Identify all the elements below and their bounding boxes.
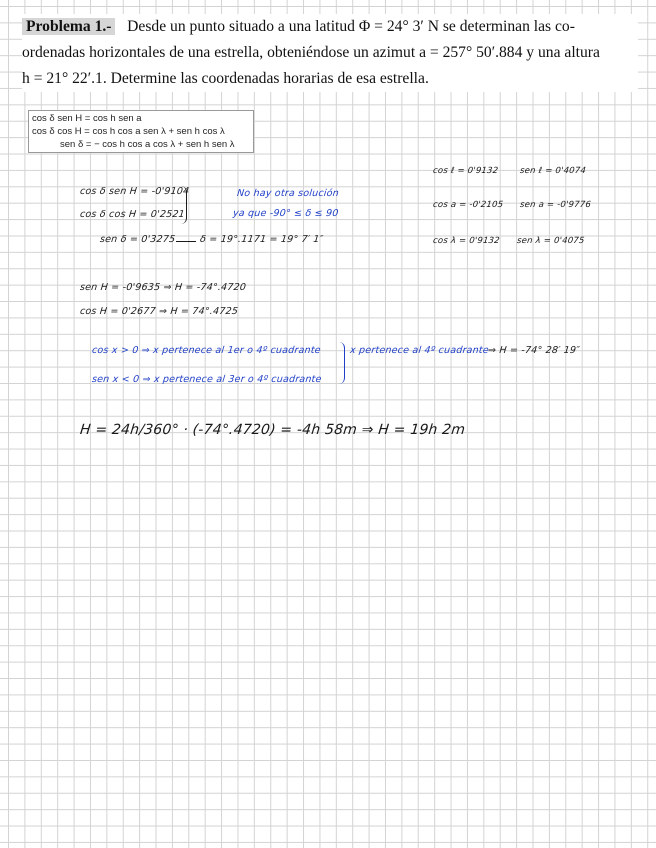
formula-box: [28, 110, 254, 153]
note-cos-a: cos a = -0'2105: [432, 200, 504, 210]
note-no-other-solution: No hay otra solución: [236, 188, 340, 199]
brace-icon-blue: [338, 342, 345, 384]
note-h-result: ⇒ H = -74° 28′ 19″: [487, 345, 581, 356]
problem-text-1: Desde un punto situado a una latitud Φ = 24° 3′ N se determinan las co-: [127, 18, 575, 35]
note-sen-negative: sen x < 0 ⇒ x pertenece al 3er o 4º cuadrante: [91, 374, 323, 385]
problem-line-3: h = 21° 22′.1. Determine las coordenadas horarias de esa estrella.: [22, 66, 638, 92]
note-cos-positive: cos x > 0 ⇒ x pertenece al 1er o 4º cuadrante: [91, 345, 322, 356]
note-quadrant-conclusion: x pertenece al 4º cuadrante: [349, 345, 490, 356]
formula-2: cos δ cos H = cos h cos a sen λ + sen h cos λ: [32, 126, 225, 137]
note-sendelta: sen δ = 0'3275: [99, 234, 176, 245]
problem-statement: [22, 14, 638, 92]
note-senh-value: sen H = -0'9635 ⇒ H = -74°.4720: [79, 282, 247, 293]
note-cosdelta-cosh: cos δ cos H = 0'2521: [79, 209, 186, 220]
note-sen-lambda: sen λ = 0'4075: [516, 236, 586, 246]
problem-line-2: ordenadas horizontales de una estrella, obteniéndose un azimut a = 257° 50′.884 y una altura: [22, 40, 638, 66]
note-delta-range: ya que -90° ≤ δ ≤ 90: [232, 208, 340, 219]
brace-icon: [180, 186, 187, 224]
note-cosdelta-senh: cos δ sen H = -0'9104: [79, 186, 190, 197]
note-cos-l: cos ℓ = 0'9132: [432, 166, 499, 176]
note-cos-lambda: cos λ = 0'9132: [432, 236, 501, 246]
problem-line-1: [22, 14, 638, 40]
arrow-icon: [176, 241, 196, 242]
formula-3: sen δ = − cos h cos a cos λ + sen h sen λ: [60, 139, 235, 150]
note-sen-l: sen ℓ = 0'4074: [519, 166, 587, 176]
note-h-conversion: H = 24h/360° · (-74°.4720) = -4h 58m ⇒ H = 19h 2m: [79, 422, 466, 438]
formula-1: cos δ sen H = cos h sen a: [32, 113, 142, 124]
note-sen-a: sen a = -0'9776: [519, 200, 592, 210]
note-cosh-value: cos H = 0'2677 ⇒ H = 74°.4725: [79, 306, 239, 317]
note-delta-value: δ = 19°.1171 = 19° 7′ 1″: [199, 234, 324, 245]
problem-label: Problema 1.-: [22, 18, 115, 35]
